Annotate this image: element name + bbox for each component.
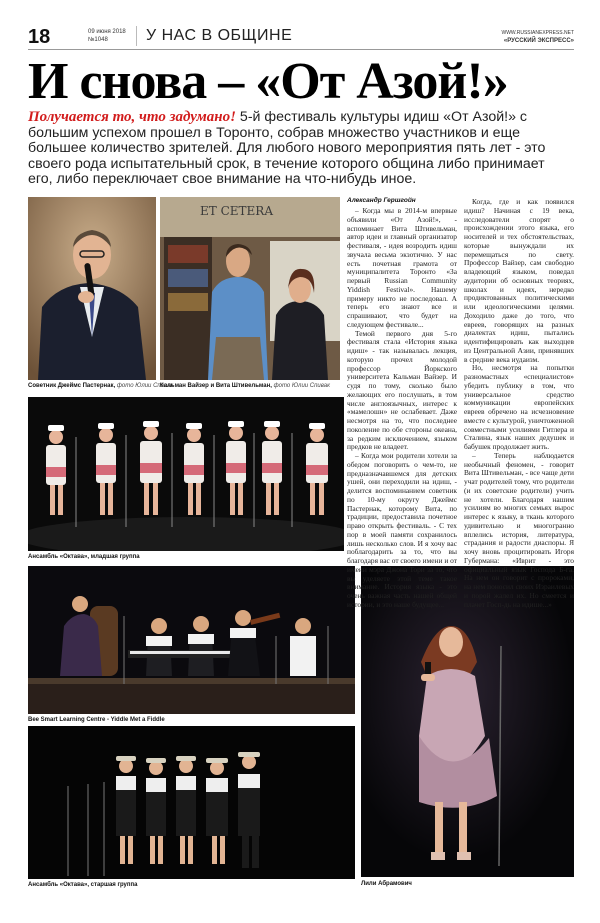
- weiser-vita-photo-image: [160, 197, 340, 380]
- section-title: У НАС В ОБЩИНЕ: [146, 27, 293, 44]
- paragraph: – Теперь наблюдается необычный феномен, - говорит Вита Штивельман, - все чаще дети учат родителей тому, что родители (и их советские родители) учить не хотели. Благодаря нашим усилиям во многих семьях вырос интерес к языку, в ткань которого удивительно и многогранно вплелись история, литература, страдания и радости диаспоры. Я хочу вновь процитировать Игоря Губермана: «Иврит - это официальный язык Господа Б-га. На нем он говорит с пророками, на нем поносил своих Израилевых и порой жалел их. Но смеется и плачет Госп-дь на идише...»: [464, 450, 574, 609]
- photo-octava-senior: [28, 726, 355, 879]
- photo-caption-councillor: Советник Джеймс Пастернак, фото Юлии Спивак: [28, 383, 174, 389]
- bee-smart-photo-image: [28, 566, 355, 714]
- photo-caption-bee-smart: Bee Smart Learning Centre - Yiddle Met a Fiddle: [28, 717, 165, 723]
- sign-et-cetera: ET CETERA: [200, 204, 273, 218]
- issue-number: №1048: [88, 37, 108, 43]
- issue-meta: [88, 28, 126, 44]
- lead-text: 5-й фестиваль культуры идиш «От Азой!» с большим успехом прошел в Торонто, собрав множество участников и еще большее количество зрителей. Для любого нового мероприятия пять лет - это своего рода испытательный срок, в течение которого община либо принимает его, либо переключает свое внимание на что-нибудь иное.: [28, 109, 546, 187]
- article-lead: [28, 110, 568, 188]
- councillor-photo-image: [28, 197, 156, 380]
- photo-caption-weiser-vita: Кальман Вайзер и Вита Штивельман, фото Юлии Спивак: [160, 383, 330, 389]
- article-column-1: [347, 207, 457, 610]
- octava-junior-photo-image: [28, 397, 344, 551]
- paper-name: «РУССКИЙ ЭКСПРЕСС»: [503, 38, 574, 44]
- photo-caption-lili: Лили Абрамович: [361, 881, 412, 887]
- header-rule: [28, 49, 574, 50]
- article-author: Александр Гершгойн: [347, 197, 416, 204]
- photo-caption-octava-junior: Ансамбль «Октава», младшая группа: [28, 554, 140, 560]
- photo-caption-octava-senior: Ансамбль «Октава», старшая группа: [28, 882, 138, 888]
- lead-kicker: Получается то, что задумано!: [28, 109, 236, 125]
- photo-bee-smart: [28, 566, 355, 714]
- page-number: 18: [28, 26, 51, 48]
- paragraph: Темой первого дня 5-го фестиваля стала «История языка идиш» - так называлась лекция, которую прочел молодой профессор Йоркского университета Кальман Вайзер. И судя по тому, сколько было желающих его послушать, в том числе англоязычных, интерес к «мамелошн» не ослабевает. Даже несмотря на то, что последнее поколение по обе стороны океана, за редким исключением, языком предков не владеет.: [347, 328, 457, 452]
- paragraph: Но, несмотря на попытки разномастных «специалистов» убедить публику в том, что универсальное средство коммуникации европейских евреев обречено на исчезновение вместе с культурой, уничтоженной совместными усилиями Гитлера и Сталина, язык наших дедушек и бабушек продолжает жить.: [464, 363, 574, 451]
- website-link[interactable]: WWW.RUSSIANEXPRESS.NET: [501, 30, 574, 36]
- page-header: [28, 26, 574, 48]
- photo-lili: [361, 566, 574, 877]
- photo-weiser-vita: [160, 197, 340, 380]
- article-column-2: [464, 198, 574, 609]
- lili-photo-image: [361, 566, 574, 877]
- photo-octava-junior: [28, 397, 344, 551]
- masthead-site: [501, 29, 574, 45]
- paragraph: – Когда мы в 2014-м впервые объявили «От Азой!», - вспоминает Вита Штивельман, автор идеи и главный организатор фестиваля, - идея возродить идиш звучала весьма экзотично. У нас есть почетная грамота от муниципалитета Торонто «За первый Russian Community Yiddish Festival». Нашему примеру никто не последовал. А теперь его знают все и спрашивают, что будет на следующем фестивале...: [347, 206, 457, 329]
- paragraph: Когда, где и как появился идиш? Начиная с 19 века, исследователи спорят о происхождении этого языка, его носителей и тех обстоятельствах, которые вынуждали их перемещаться по свету. Профессор Вайзер, сам свободно владеющий языком, поведал аудитории об основных теориях, школах и идеях, нередко продиктованных политическими или идеологическими целями. Доходило даже до того, что евреев, говорящих на разных диалектах идиш, пытались идентифицировать как выходцев из Центральной Азии, принявших в средние века иудаизм.: [464, 197, 574, 364]
- issue-date: 09 июня 2018: [88, 29, 126, 35]
- photo-councillor: [28, 197, 156, 380]
- octava-senior-photo-image: [28, 726, 355, 879]
- article-headline: И снова – «От Азой!»: [28, 53, 508, 110]
- paragraph: – Когда мои родители хотели за обедом поговорить о чем-то, не предназначавшемся для детских ушей, они переходили на идиш, - делится воспоминанием советник по 10-му округу Джеймс Пастернак, которому Вита, по традиции, предоставила почетное право открыть фестиваль. - С тех пор в моей памяти сохранилось лишь несколько слов. И я хочу вас поблагодарить за то, что вы благодаря вас от своего имени и от имени мэра Джона Тори за то, что вы уделяете этой теме такое внимание. История языка - это очень важная часть нашей общей истории, и это наше будущее...: [347, 451, 457, 609]
- header-divider: [136, 26, 137, 46]
